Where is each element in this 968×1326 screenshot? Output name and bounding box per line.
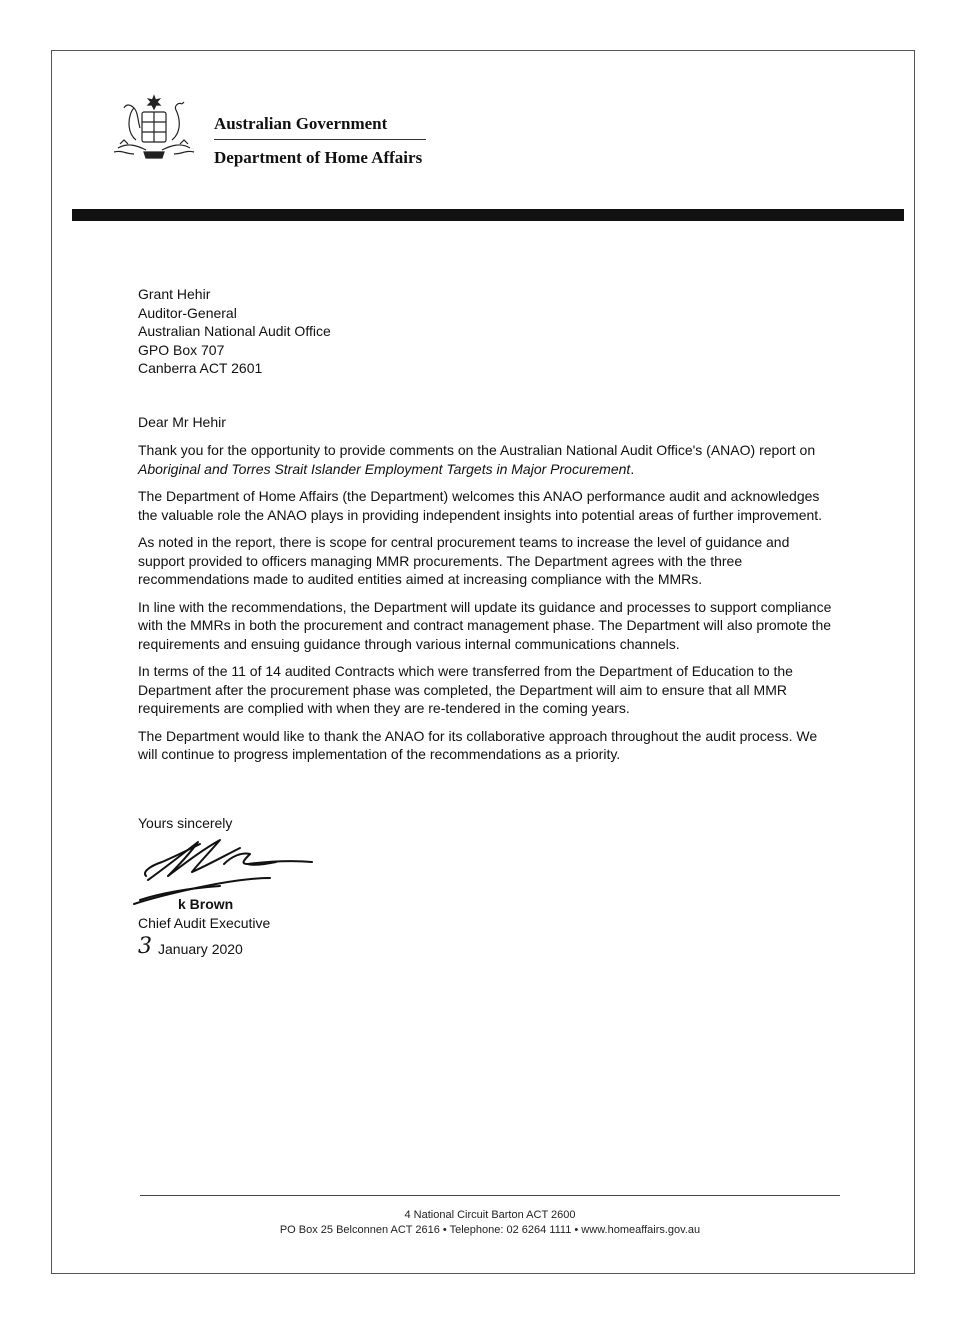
paragraph-4: In line with the recommendations, the Department will update its guidance and processes to support compliance with the MMRs in both the procurement and contract management phase. The Department will also promote the requirements and ensuing guidance through various internal communications channels. (138, 598, 832, 652)
recipient-address (138, 285, 331, 378)
footer-divider (140, 1195, 840, 1196)
letter-body (138, 441, 838, 773)
recipient-organisation: Australian National Audit Office (138, 323, 331, 339)
closing: Yours sincerely (138, 815, 233, 831)
salutation: Dear Mr Hehir (138, 414, 226, 430)
paragraph-2: The Department of Home Affairs (the Department) welcomes this ANAO performance audit and acknowledges the valuable role the ANAO plays in providing independent insights into potential areas of further improvement. (138, 488, 823, 523)
paragraph-6: The Department would like to thank the ANAO for its collaborative approach throughout the audit process. We will continue to progress implementation of the recommendations as a priority. (138, 727, 818, 762)
signer-title: Chief Audit Executive (138, 915, 271, 931)
paragraph-1: Thank you for the opportunity to provide comments on the Australian National Audit Office's (ANAO) report on Aboriginal and Torres Strait Islander Employment Targets in Major Procurement. (138, 442, 816, 477)
report-title: Aboriginal and Torres Strait Islander Employment Targets in Major Procurement (138, 460, 631, 477)
recipient-name: Grant Hehir (138, 286, 211, 302)
paragraph-3: As noted in the report, there is scope for central procurement teams to increase the level of guidance and support provided to officers managing MMR procurements. The Department agrees with the three recommendations made to audited entities aimed at increasing compliance with the MMRs. (138, 534, 790, 587)
government-name: Australian Government (214, 114, 388, 133)
letterhead-divider (214, 139, 426, 140)
footer-contact: PO Box 25 Belconnen ACT 2616 • Telephone: 02 6264 1111 • www.homeaffairs.gov.au (279, 1224, 701, 1236)
letter-date (138, 936, 243, 958)
department-name: Department of Home Affairs (214, 148, 423, 167)
footer (140, 1208, 840, 1238)
handwritten-day: 3 (138, 934, 152, 959)
recipient-city: Canberra ACT 2601 (138, 360, 263, 376)
recipient-po-box: GPO Box 707 (138, 341, 225, 358)
signer-name: k Brown (178, 896, 234, 912)
paragraph-5: In terms of the 11 of 14 audited Contracts which were transferred from the Department of Education to the Department after the procurement phase was completed, the Department will aim to ensure that all MMR requirements are complied with when they are re-tendered in the coming years. (138, 663, 793, 716)
recipient-title: Auditor-General (138, 304, 237, 321)
coat-of-arms-icon (104, 92, 204, 170)
date-text: January 2020 (158, 940, 243, 957)
header-bar (72, 209, 904, 221)
footer-address: 4 National Circuit Barton ACT 2600 (404, 1209, 576, 1221)
